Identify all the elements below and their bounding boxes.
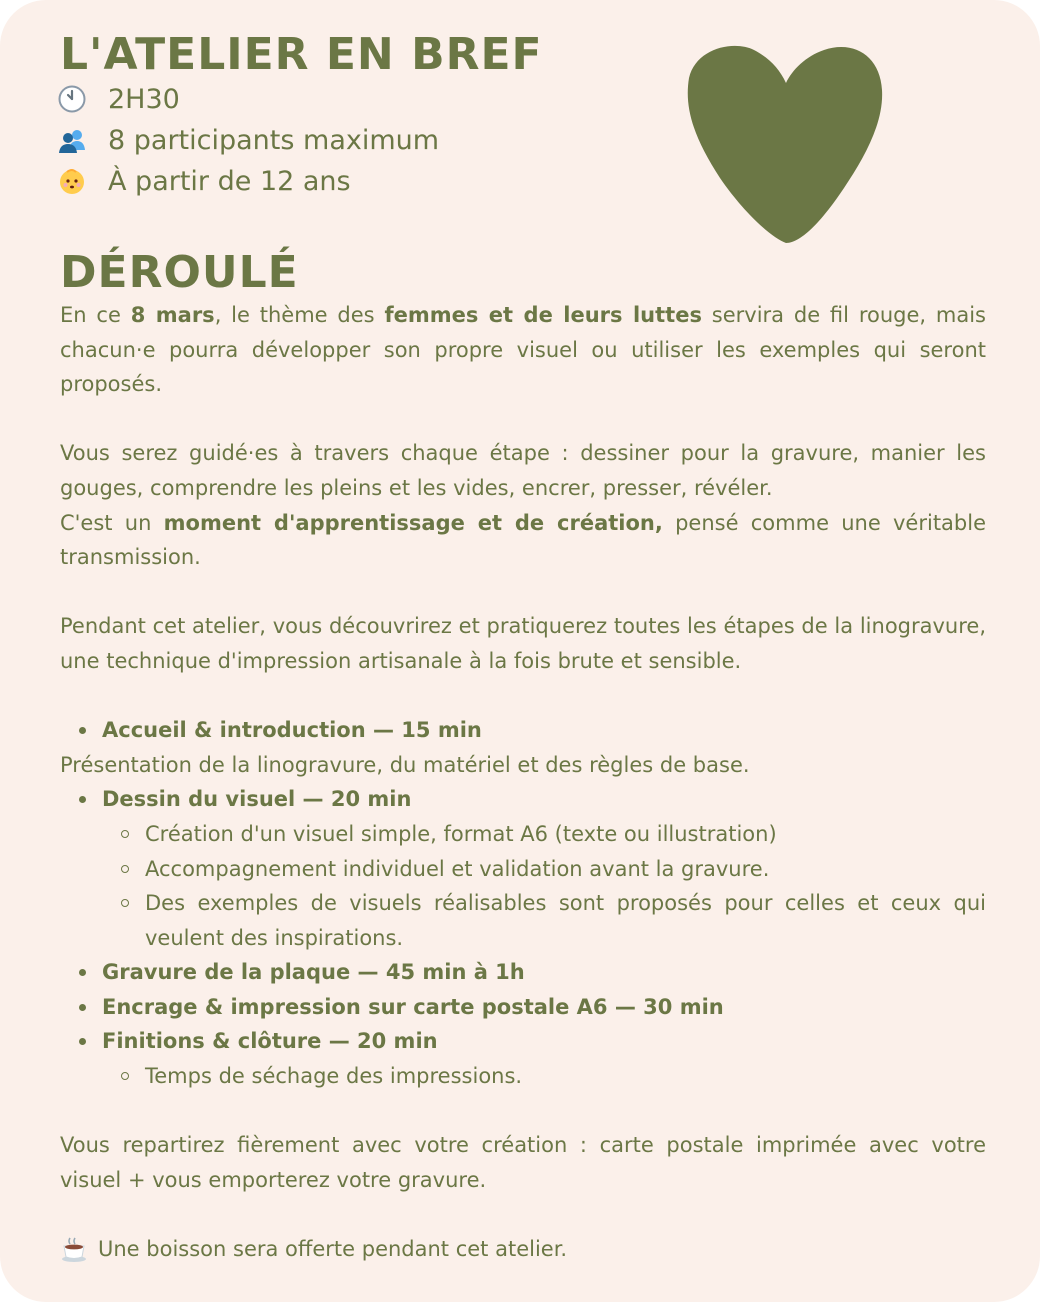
list-item [102, 782, 986, 955]
heart-shape [688, 46, 882, 243]
drink-line [60, 1232, 986, 1267]
age-row [58, 161, 351, 201]
sub-list-item: Accompagnement individuel et validation avant la gravure. [145, 852, 986, 887]
deroule-title: DÉROULÉ [60, 247, 299, 298]
sub-list [102, 817, 986, 955]
step-title: Dessin du visuel — 20 min [102, 787, 412, 812]
paragraph-guidance: Vous serez guidé·es à travers chaque étape : dessiner pour la gravure, manier les gouges, comprendre les pleins et les vides, encrer, presser, révéler. [60, 441, 986, 500]
duration-text: 2H30 [108, 83, 180, 115]
summary-title: L'ATELIER EN BREF [60, 29, 543, 80]
list-item [102, 1024, 986, 1093]
text-span: , le thème des [214, 303, 385, 327]
moment-highlight: moment d'apprentissage et de création, [163, 510, 663, 535]
theme-highlight: femmes et de leurs luttes [384, 303, 702, 327]
paragraph-technique: Pendant cet atelier, vous découvrirez et pratiquerez toutes les étapes de la linogravure, une technique d'impression artisanale à la fois brute et sensible. [60, 614, 986, 673]
people-icon [58, 126, 86, 154]
step-description: Présentation de la linogravure, du matériel et des règles de base. [60, 752, 750, 777]
drink-text: Une boisson sera offerte pendant cet atelier. [98, 1237, 568, 1262]
paragraph-intro [60, 298, 986, 402]
list-item: Encrage & impression sur carte postale A6 — 30 min [102, 990, 986, 1025]
deroule-body [60, 298, 986, 1267]
sub-list-item: Création d'un visuel simple, format A6 (texte ou illustration) [145, 817, 986, 852]
steps-list [60, 782, 986, 1093]
age-text: À partir de 12 ans [108, 165, 351, 197]
date-highlight: 8 mars [130, 303, 215, 327]
heart-icon [684, 38, 884, 246]
paragraph-moment [60, 506, 986, 575]
step-title: Finitions & clôture — 20 min [102, 1029, 438, 1054]
text-span: C'est un [60, 510, 164, 535]
baby-face-icon [58, 167, 86, 195]
participants-row [58, 120, 439, 160]
sub-list [102, 1059, 986, 1094]
participants-text: 8 participants maximum [108, 124, 440, 156]
clock-icon [58, 85, 86, 113]
text-span: pensé comme une véritable transmission. [60, 510, 986, 570]
paragraph-closing: Vous repartirez fièrement avec votre création : carte postale imprimée avec votre visuel + vous emporterez votre gravure. [60, 1133, 986, 1192]
duration-row [58, 79, 180, 119]
sub-list-item: Temps de séchage des impressions. [145, 1059, 986, 1094]
list-item: Gravure de la plaque — 45 min à 1h [102, 955, 986, 990]
sub-list-item: Des exemples de visuels réalisables sont proposés pour celles et ceux qui veulent des inspirations. [145, 886, 986, 955]
text-span: servira de fil rouge, mais chacun·e pourra développer son propre visuel ou utiliser les exemples qui seront proposés. [60, 303, 986, 397]
list-item: Accueil & introduction — 15 min [102, 713, 986, 748]
coffee-cup-icon [60, 1235, 88, 1263]
text-span: En ce [60, 303, 131, 327]
steps-list [60, 713, 986, 748]
